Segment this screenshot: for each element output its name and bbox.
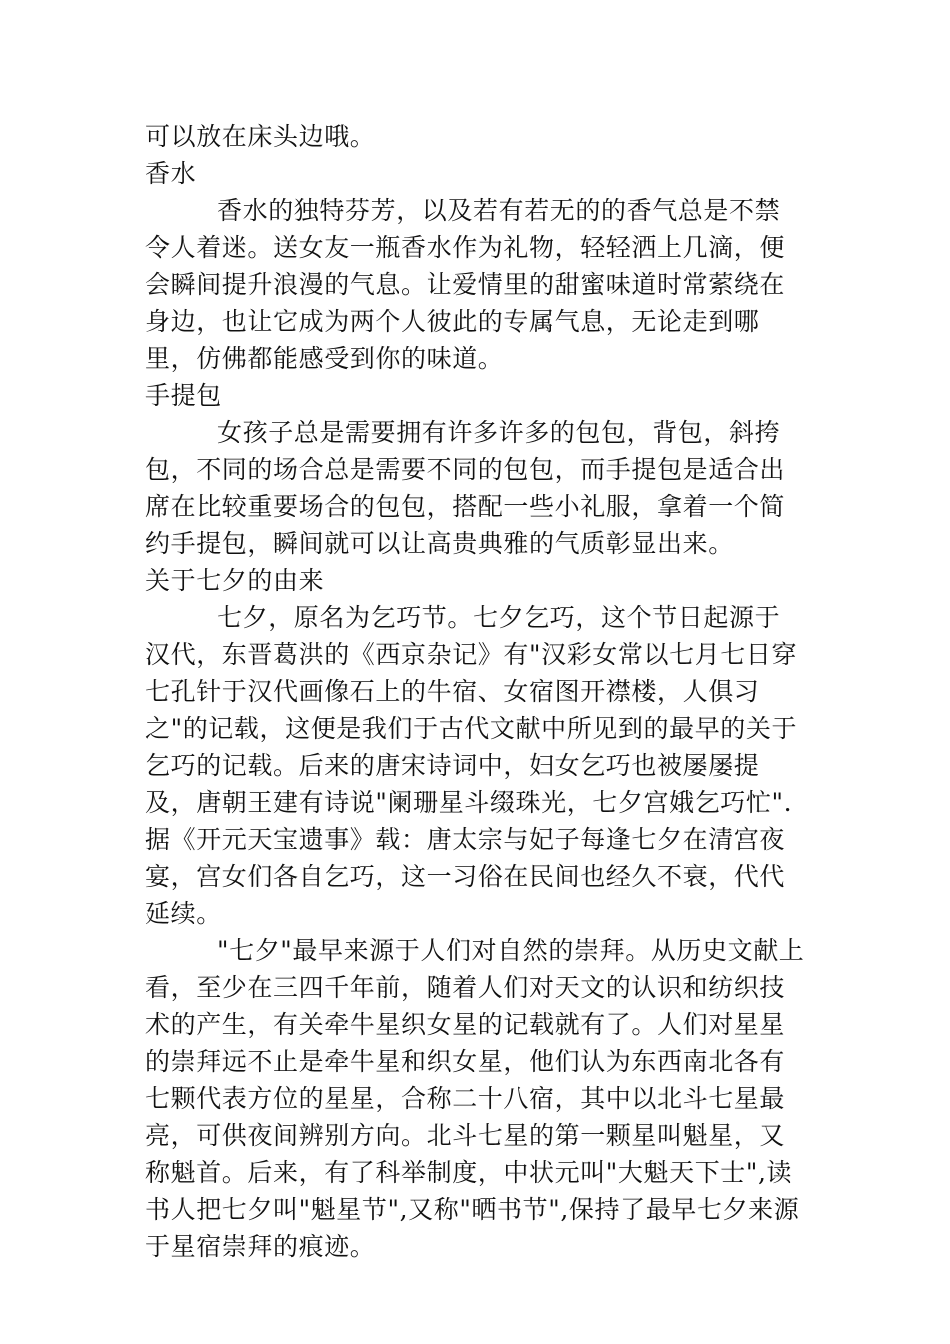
section-heading-qixi-origin: 关于七夕的由来 (145, 566, 325, 595)
paragraph-handbag: 女孩子总是需要拥有许多许多的包包，背包，斜挎包，不同的场合总是需要不同的包包，而手提包是适合出席在比较重要场合的包包，搭配一些小礼服，拿着一个简约手提包，瞬间就可以让高贵典雅的气质彰显出来。 (145, 418, 786, 558)
paragraph-perfume: 香水的独特芬芳，以及若有若无的的香气总是不禁令人着迷。送女友一瓶香水作为礼物，轻轻洒上几滴，便会瞬间提升浪漫的气息。让爱情里的甜蜜味道时常萦绕在身边，也让它成为两个人彼此的专属气息，无论走到哪里，仿佛都能感受到你的味道。 (145, 196, 786, 373)
paragraph-qixi-stars: "七夕"最早来源于人们对自然的崇拜。从历史文献上看，至少在三四千年前，随着人们对天文的认识和纺织技术的产生，有关牵牛星织女星的记载就有了。人们对星星的崇拜远不止是牵牛星和织女星，他们认为东西南北各有七颗代表方位的星星，合称二十八宿，其中以北斗七星最亮，可供夜间辨别方向。北斗七星的第一颗星叫魁星，又称魁首。后来，有了科举制度，中状元叫"大魁天下士",读书人把七夕叫"魁星节",又称"晒书节",保持了最早七夕来源于星宿崇拜的痕迹。 (145, 936, 805, 1261)
section-heading-handbag: 手提包 (145, 381, 222, 410)
document-body (145, 118, 805, 1265)
section-heading-perfume: 香水 (145, 159, 197, 188)
paragraph-qixi-history: 七夕，原名为乞巧节。七夕乞巧，这个节日起源于汉代，东晋葛洪的《西京杂记》有"汉彩女常以七月七日穿七孔针于汉代画像石上的牛宿、女宿图开襟楼，人俱习之"的记载，这便是我们于古代文献中所见到的最早的关于乞巧的记载。后来的唐宋诗词中，妇女乞巧也被屡屡提及，唐朝王建有诗说"阑珊星斗缀珠光，七夕宫娥乞巧忙".据《开元天宝遗事》载：唐太宗与妃子每逢七夕在清宫夜宴，宫女们各自乞巧，这一习俗在民间也经久不衰，代代延续。 (145, 603, 798, 928)
paragraph-continuation: 可以放在床头边哦。 (145, 122, 376, 151)
